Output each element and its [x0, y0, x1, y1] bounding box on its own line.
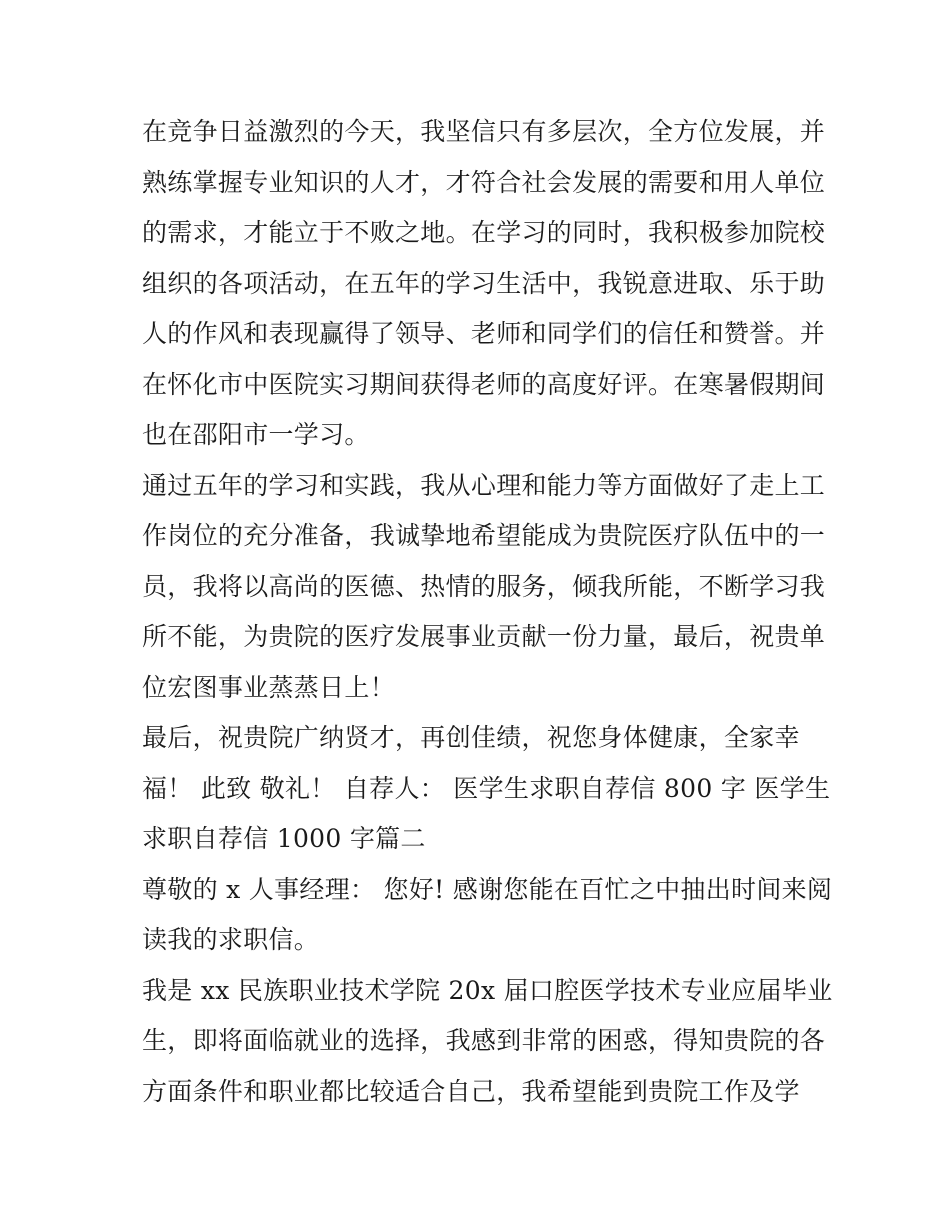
text-line: 我是 xx 民族职业技术学院 20x 届口腔医学技术专业应届毕业 [142, 975, 833, 1005]
text-line: 求职自荐信 1000 字篇二 [142, 824, 426, 853]
text-line: 在竞争日益激烈的今天，我坚信只有多层次，全方位发展，并 [142, 117, 826, 146]
text-line: 通过五年的学习和实践，我从心理和能力等方面做好了走上工 [142, 470, 826, 500]
text-line: 读我的求职信。 [142, 925, 320, 954]
text-line: 作岗位的充分准备，我诚挚地希望能成为贵院医疗队伍中的一 [142, 521, 826, 550]
text-line: 方面条件和职业都比较适合自己，我希望能到贵院工作及学 [142, 1076, 800, 1106]
text-line: 位宏图事业蒸蒸日上！ [142, 672, 396, 702]
text-line: 在怀化市中医院实习期间获得老师的高度好评。在寒暑假期间 [142, 369, 826, 399]
text-line: 也在邵阳市一学习。 [142, 420, 370, 449]
text-line: 组织的各项活动，在五年的学习生活中，我锐意进取、乐于助 [142, 268, 826, 298]
text-line: 生，即将面临就业的选择，我感到非常的困惑，得知贵院的各 [142, 1026, 826, 1055]
text-line: 的需求，才能立于不败之地。在学习的同时，我积极参加院校 [142, 218, 826, 247]
text-line: 尊敬的 x 人事经理： 您好! 感谢您能在百忙之中抽出时间来阅 [142, 874, 833, 904]
text-line: 员，我将以高尚的医德、热情的服务，倾我所能，不断学习我 [142, 571, 826, 601]
text-line: 福！ 此致 敬礼！ 自荐人： 医学生求职自荐信 800 字 医学生 [142, 773, 831, 803]
document-body [142, 107, 833, 1117]
text-line: 熟练掌握专业知识的人才，才符合社会发展的需要和用人单位 [142, 167, 826, 197]
text-line: 人的作风和表现赢得了领导、老师和同学们的信任和赞誉。并 [142, 319, 826, 348]
text-line: 所不能，为贵院的医疗发展事业贡献一份力量，最后，祝贵单 [142, 622, 826, 651]
text-line: 最后，祝贵院广纳贤才，再创佳绩，祝您身体健康，全家幸 [142, 723, 800, 752]
